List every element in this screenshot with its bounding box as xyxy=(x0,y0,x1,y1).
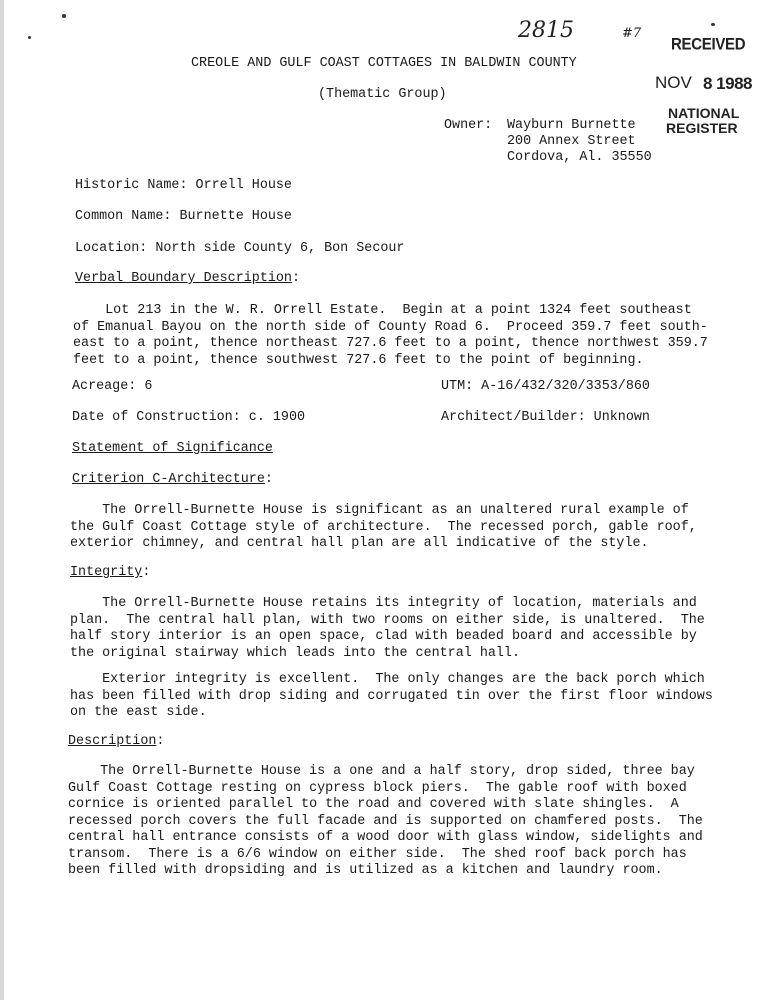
description-line: transom. There is a 6/6 window on either side. The shed roof back porch has xyxy=(68,846,687,862)
description-line: recessed porch covers the full facade and is supported on chamfered posts. The xyxy=(68,813,703,829)
description-heading-text: Description xyxy=(68,734,157,749)
architect-builder: Architect/Builder: Unknown xyxy=(441,410,650,425)
owner-city: Cordova, Al. 35550 xyxy=(507,150,652,165)
integrity-line: The Orrell-Burnette House retains its integrity of location, materials and xyxy=(70,596,697,611)
owner-label: Owner: xyxy=(444,118,493,133)
boundary-line: feet to a point, thence southwest 727.6 feet to the point of beginning. xyxy=(73,352,644,368)
criterion-heading-text: Criterion C-Architecture xyxy=(72,472,265,487)
description-line: Gulf Coast Cottage resting on cypress block piers. The gable roof with boxed xyxy=(68,780,687,796)
register-stamp: REGISTER xyxy=(666,120,738,136)
national-stamp: NATIONAL xyxy=(668,105,740,121)
description-paragraph xyxy=(68,764,703,880)
integrity-heading-text: Integrity xyxy=(70,565,143,580)
integrity-line: on the east side. xyxy=(70,705,207,720)
significance-line: The Orrell-Burnette House is significant as an unaltered rural example of xyxy=(70,503,689,518)
integrity-heading: Integrity: xyxy=(70,565,151,580)
description-line: The Orrell-Burnette House is a one and a half story, drop sided, three bay xyxy=(68,764,695,779)
owner-name: Wayburn Burnette xyxy=(507,118,636,133)
scan-speck xyxy=(28,36,31,39)
scan-edge xyxy=(0,0,4,1000)
significance-paragraph xyxy=(70,503,697,553)
significance-line: exterior chimney, and central hall plan are all indicative of the style. xyxy=(70,536,649,551)
acreage: Acreage: 6 xyxy=(72,379,153,394)
significance-heading: Statement of Significance xyxy=(72,441,273,456)
received-date-day-year: 8 1988 xyxy=(703,74,752,93)
description-line: central hall entrance consists of a wood door with glass window, sidelights and xyxy=(68,830,703,845)
criterion-heading: Criterion C-Architecture: xyxy=(72,472,273,487)
description-line: been filled with dropsiding and is utilized as a kitchen and laundry room. xyxy=(68,863,663,878)
description-line: cornice is oriented parallel to the road and covered with slate shingles. A xyxy=(68,797,679,812)
boundary-line: east to a point, thence northeast 727.6 feet to a point, thence northwest 359.7 xyxy=(73,336,708,351)
integrity-line: Exterior integrity is excellent. The only changes are the back porch which xyxy=(70,672,705,687)
historic-name: Historic Name: Orrell House xyxy=(75,178,292,193)
received-date-month: NOV xyxy=(655,73,692,92)
document-subtitle: (Thematic Group) xyxy=(318,87,447,102)
handwritten-number: 2815 xyxy=(518,18,574,43)
owner-street: 200 Annex Street xyxy=(507,134,636,149)
significance-line: the Gulf Coast Cottage style of architecture. The recessed porch, gable roof, xyxy=(70,519,697,535)
description-heading: Description: xyxy=(68,734,165,749)
common-name: Common Name: Burnette House xyxy=(75,209,292,224)
integrity-line: the original stairway which leads into the central hall. xyxy=(70,645,520,661)
document-title: CREOLE AND GULF COAST COTTAGES IN BALDWIN COUNTY xyxy=(191,56,577,71)
integrity-paragraph-2 xyxy=(70,672,713,722)
scan-speck xyxy=(711,23,715,26)
boundary-heading: Verbal Boundary Description: xyxy=(75,271,301,286)
boundary-heading-text: Verbal Boundary Description xyxy=(75,271,292,286)
boundary-line: Lot 213 in the W. R. Orrell Estate. Begin at a point 1324 feet southeast xyxy=(73,303,692,318)
integrity-line: plan. The central hall plan, with two rooms on either side, is unaltered. The xyxy=(70,612,705,628)
location: Location: North side County 6, Bon Secour xyxy=(75,241,405,256)
date-of-construction: Date of Construction: c. 1900 xyxy=(72,410,306,425)
scan-speck xyxy=(62,14,66,18)
received-stamp: RECEIVED xyxy=(671,35,746,54)
utm: UTM: A-16/432/320/3353/860 xyxy=(441,379,650,394)
item-number: #7 xyxy=(622,26,642,41)
boundary-paragraph xyxy=(73,303,708,369)
integrity-paragraph-1 xyxy=(70,596,705,662)
integrity-line: has been filled with drop siding and corrugated tin over the first floor windows xyxy=(70,688,713,704)
boundary-line: of Emanual Bayou on the north side of County Road 6. Proceed 359.7 feet south- xyxy=(73,319,708,335)
integrity-line: half story interior is an open space, clad with beaded board and accessible by xyxy=(70,629,697,644)
